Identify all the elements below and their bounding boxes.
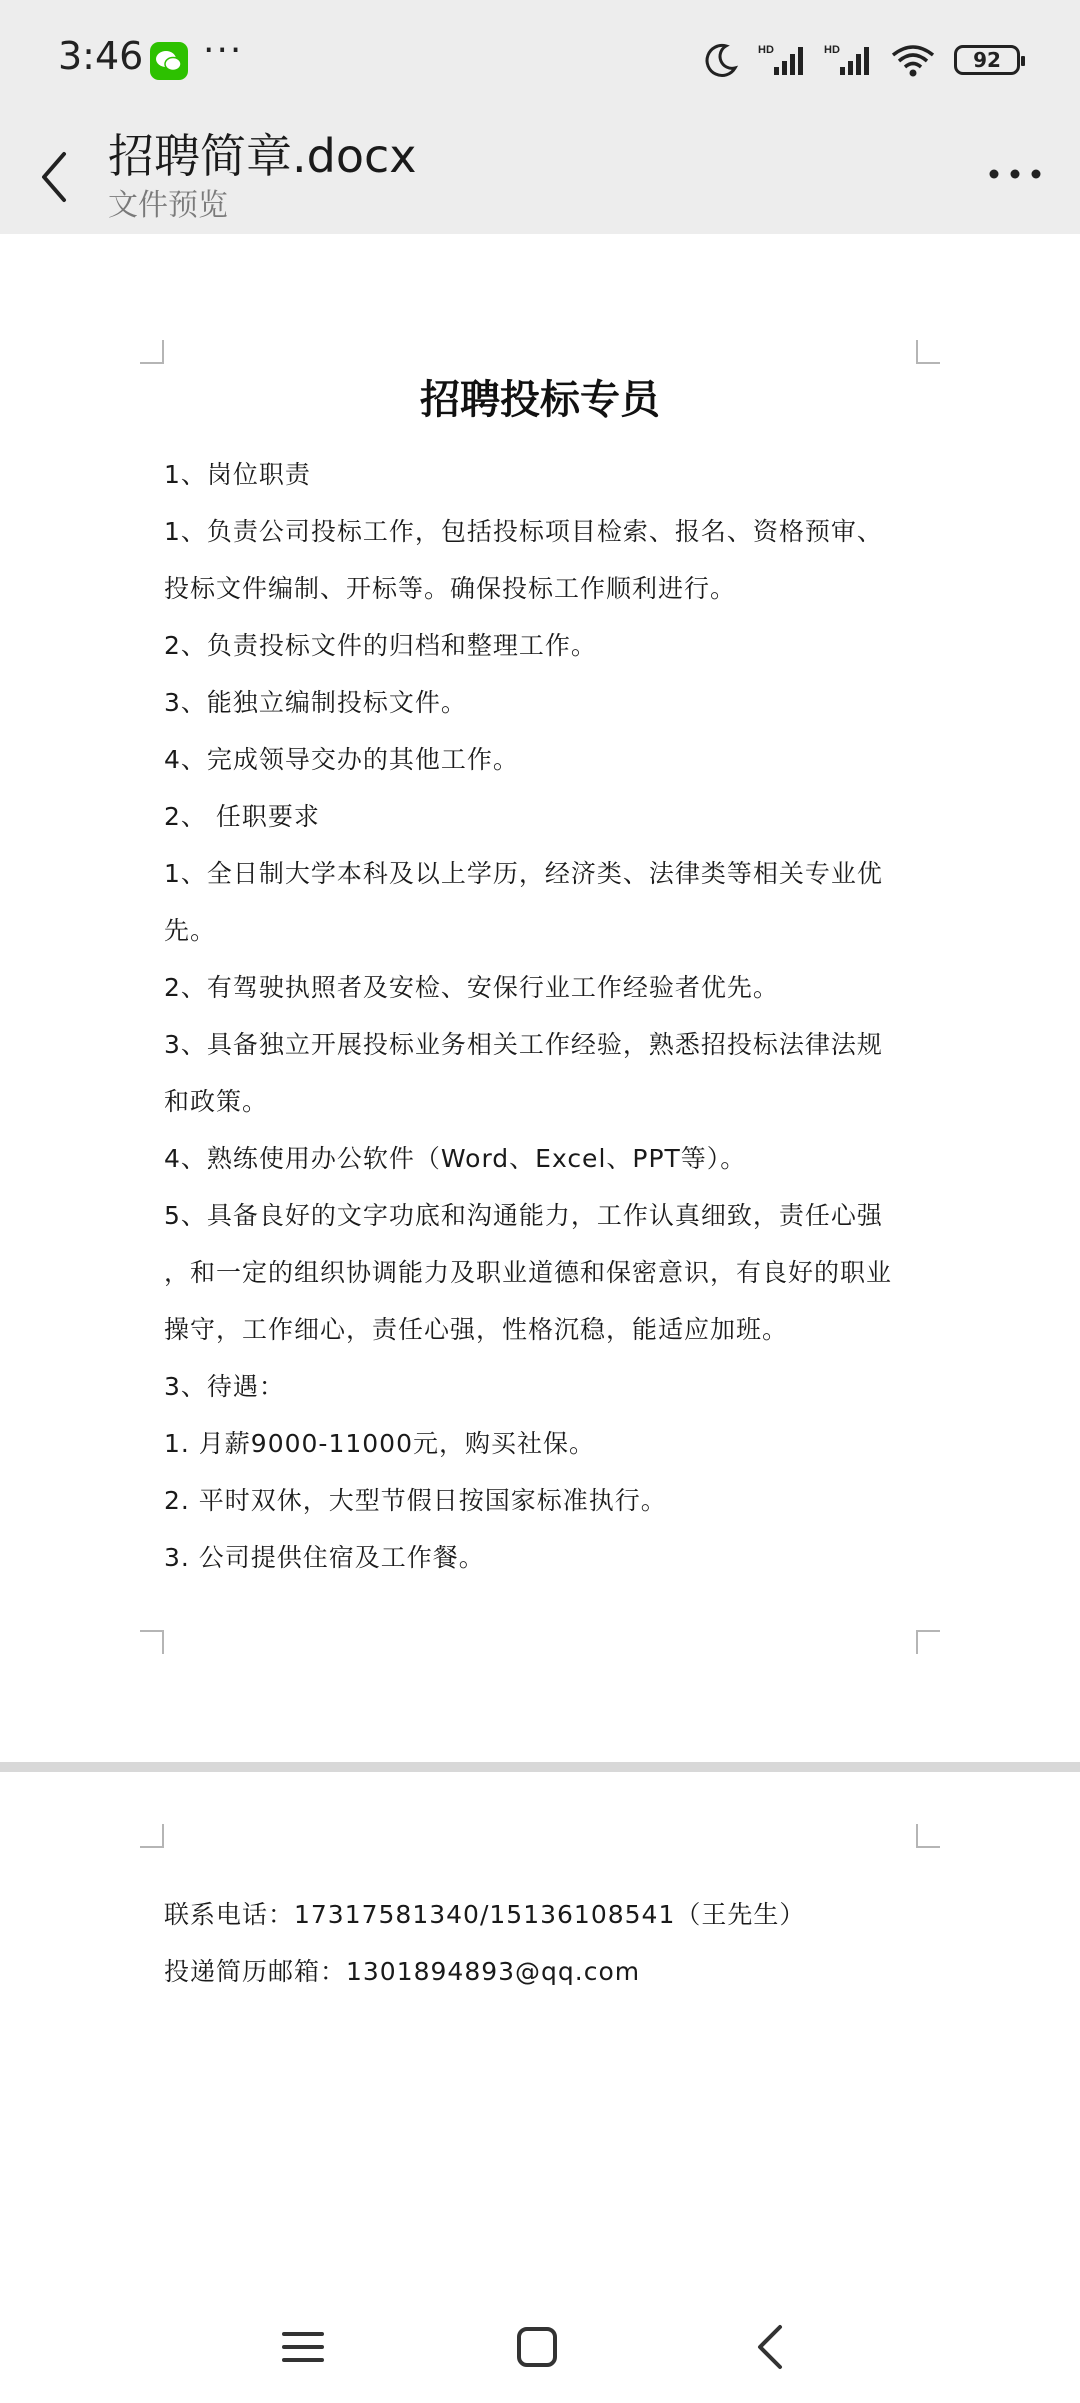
page-corner-mark bbox=[140, 340, 164, 364]
nav-back-button[interactable] bbox=[736, 2312, 806, 2382]
document-line: 先。 bbox=[164, 916, 217, 945]
page-corner-mark bbox=[916, 1630, 940, 1654]
back-icon bbox=[736, 2312, 806, 2382]
back-button[interactable] bbox=[30, 140, 80, 210]
contact-email: 投递简历邮箱：1301894893@qq.com bbox=[164, 1957, 641, 1986]
top-bar bbox=[0, 0, 1080, 234]
wifi-icon bbox=[890, 41, 936, 79]
contact-phone: 联系电话：17317581340/15136108541（王先生） bbox=[164, 1900, 806, 1929]
document-line: 5、具备良好的文字功底和沟通能力，工作认真细致，责任心强 bbox=[164, 1201, 883, 1230]
document-line: 3、能独立编制投标文件。 bbox=[164, 688, 467, 717]
wechat-icon bbox=[150, 42, 188, 80]
status-more-dots: ··· bbox=[203, 30, 244, 71]
system-nav-bar bbox=[0, 2292, 1080, 2403]
document-line: 1、负责公司投标工作，包括投标项目检索、报名、资格预审、 bbox=[164, 517, 883, 546]
recent-apps-button[interactable] bbox=[268, 2312, 338, 2382]
title-bar bbox=[0, 120, 1080, 234]
document-line: 投标文件编制、开标等。确保投标工作顺利进行。 bbox=[164, 574, 737, 603]
document-line: 和政策。 bbox=[164, 1087, 269, 1116]
document-line: 1. 月薪9000-11000元，购买社保。 bbox=[164, 1429, 595, 1458]
document-line: 4、熟练使用办公软件（Word、Excel、PPT等）。 bbox=[164, 1144, 747, 1173]
document-line: 3. 公司提供住宿及工作餐。 bbox=[164, 1543, 485, 1572]
status-bar bbox=[0, 0, 1080, 120]
document-line: 3、待遇： bbox=[164, 1372, 285, 1401]
document-body bbox=[164, 446, 924, 1586]
menu-icon bbox=[268, 2312, 338, 2382]
document-line: 4、完成领导交办的其他工作。 bbox=[164, 745, 519, 774]
chevron-left-icon bbox=[30, 140, 80, 210]
more-dots-icon bbox=[980, 142, 1050, 192]
status-time: 3:46 bbox=[58, 34, 144, 78]
document-line: 2、 任职要求 bbox=[164, 802, 320, 831]
more-options-button[interactable] bbox=[980, 142, 1050, 192]
document-line: 3、具备独立开展投标业务相关工作经验，熟悉招投标法律法规 bbox=[164, 1030, 883, 1059]
svg-text:HD: HD bbox=[758, 44, 774, 56]
home-icon bbox=[502, 2312, 572, 2382]
page-corner-mark bbox=[916, 340, 940, 364]
document-line: 2、负责投标文件的归档和整理工作。 bbox=[164, 631, 597, 660]
svg-text:HD: HD bbox=[824, 44, 840, 56]
document-line: 1、全日制大学本科及以上学历，经济类、法律类等相关专业优 bbox=[164, 859, 883, 888]
home-button[interactable] bbox=[502, 2312, 572, 2382]
document-page-1[interactable] bbox=[0, 234, 1080, 1762]
status-icons bbox=[702, 38, 1020, 82]
page-corner-mark bbox=[140, 1630, 164, 1654]
document-page-2[interactable] bbox=[0, 1772, 1080, 2292]
page-separator bbox=[0, 1762, 1080, 1772]
page-corner-mark bbox=[140, 1824, 164, 1848]
moon-icon bbox=[702, 41, 740, 79]
document-line: 1、岗位职责 bbox=[164, 460, 311, 489]
contact-info bbox=[164, 1886, 924, 2000]
hd-signal-icon bbox=[758, 41, 806, 79]
document-line: ，和一定的组织协调能力及职业道德和保密意识，有良好的职业 bbox=[164, 1258, 893, 1287]
page-title: 招聘简章.docx bbox=[108, 129, 417, 183]
page-subtitle: 文件预览 bbox=[108, 188, 228, 223]
document-line: 操守，工作细心，责任心强，性格沉稳，能适应加班。 bbox=[164, 1315, 789, 1344]
document-heading: 招聘投标专员 bbox=[420, 377, 660, 423]
page-corner-mark bbox=[916, 1824, 940, 1848]
document-line: 2、有驾驶执照者及安检、安保行业工作经验者优先。 bbox=[164, 973, 779, 1002]
hd-signal-icon bbox=[824, 41, 872, 79]
document-line: 2. 平时双休，大型节假日按国家标准执行。 bbox=[164, 1486, 667, 1515]
battery-icon: 92 bbox=[954, 45, 1020, 75]
